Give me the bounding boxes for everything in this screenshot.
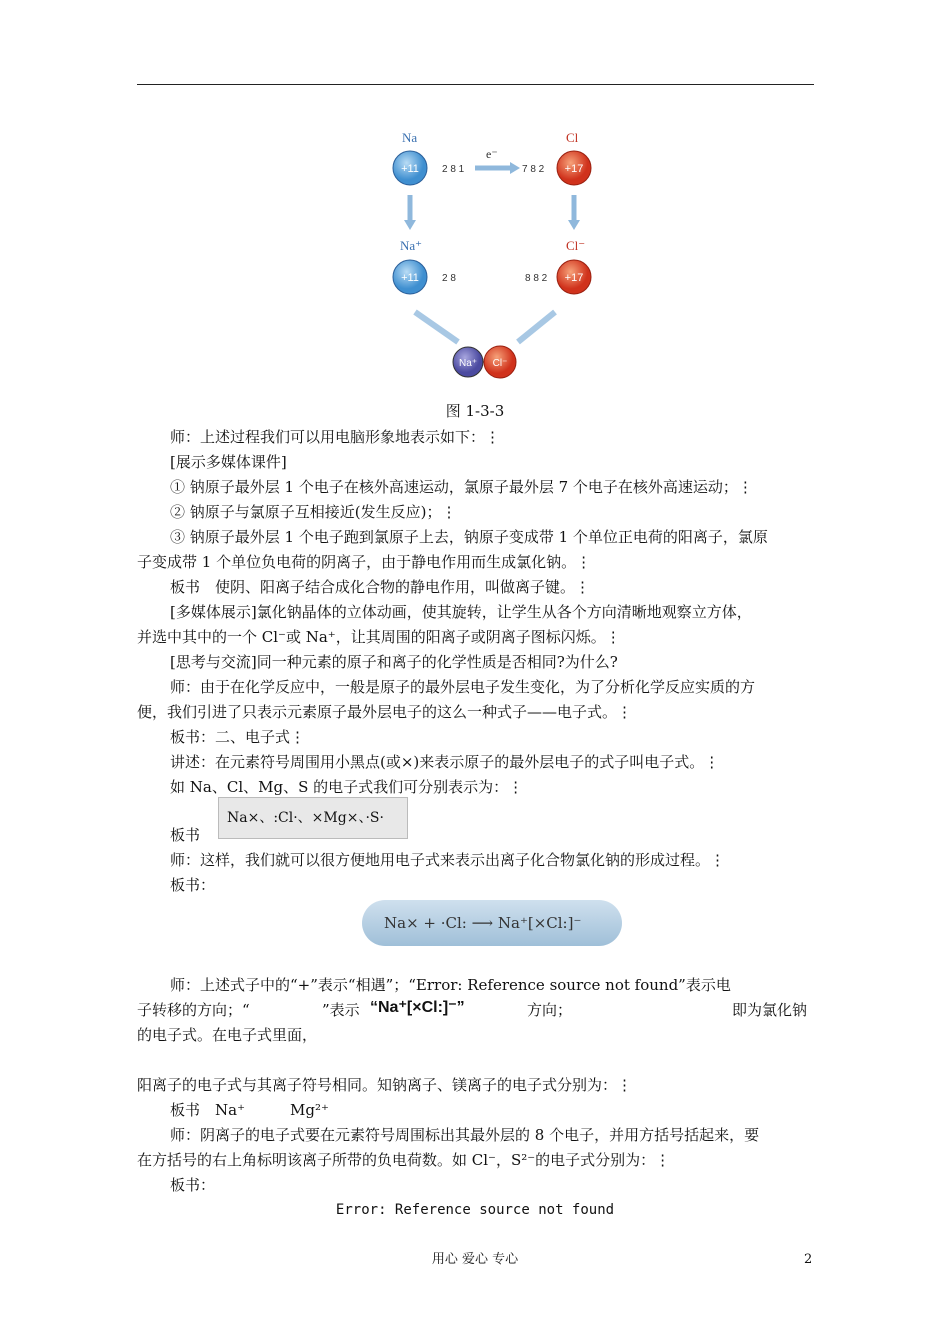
na-atom-label: Na (402, 130, 418, 145)
nacl-formation-image (362, 900, 622, 946)
header-rule (137, 84, 814, 85)
paragraph-line: 讲述：在元素符号周围用小黑点(或×)来表示原子的最外层电子的式子叫电子式。⋮ (170, 753, 720, 771)
paragraph-line: [多媒体展示]氯化钠晶体的立体动画，使其旋转，让学生从各个方向清晰地观察立方体， (170, 603, 752, 621)
paragraph-line: ③ 钠原子最外层 1 个电子跑到氯原子上去，钠原子变成带 1 个单位正电荷的阳离子，氯原 (170, 528, 768, 546)
svg-text:+11: +11 (401, 272, 419, 284)
paragraph-line: ”表示 (322, 1001, 360, 1019)
svg-text:Na⁺: Na⁺ (458, 358, 478, 369)
svg-text:2 8: 2 8 (442, 273, 456, 284)
na-ion-label: Na⁺ (400, 238, 423, 253)
paragraph-line: 板书 Na⁺ Mg²⁺ (170, 1101, 329, 1119)
paragraph-line: 便，我们引进了只表示元素原子最外层电子的这么一种式子——电子式。⋮ (137, 703, 633, 721)
paragraph-line: 在方括号的右上角标明该离子所带的负电荷数。如 Cl⁻，S²⁻的电子式分别为：⋮ (137, 1151, 671, 1169)
paragraph-line: [思考与交流]同一种元素的原子和离子的化学性质是否相同?为什么? (170, 653, 618, 671)
dot-formulas: Na×、:Cl·、×Mg×、·S· (227, 810, 384, 826)
paragraph-line: 师：上述式子中的“+”表示“相遇”；“Error: Reference source not found”表示电 (170, 976, 731, 994)
cl-atom-label: Cl (566, 130, 579, 145)
inline-nacl-formula: “Na⁺[×Cl:]⁻” (370, 999, 465, 1016)
paragraph-line: 师：由于在化学反应中，一般是原子的最外层电子发生变化，为了分析化学反应实质的方 (170, 678, 756, 696)
svg-text:2 8 1: 2 8 1 (442, 164, 465, 175)
dot-formula-image (218, 797, 408, 839)
paragraph-line: ① 钠原子最外层 1 个电子在核外高速运动，氯原子最外层 7 个电子在核外高速运动；⋮ (170, 478, 753, 496)
paragraph-line: 板书： (170, 1176, 216, 1194)
paragraph-line: 板书： (170, 876, 216, 894)
paragraph-line: 阳离子的电子式与其离子符号相同。知钠离子、镁离子的电子式分别为：⋮ (137, 1076, 633, 1094)
cl-ion-label: Cl⁻ (566, 238, 586, 253)
paragraph-line: 板书 使阴、阳离子结合成化合物的静电作用，叫做离子键。⋮ (170, 578, 591, 596)
paragraph-line: 子转移的方向；“ (137, 1001, 250, 1019)
error-text: Error: Reference source not found (335, 1202, 615, 1218)
svg-text:+11: +11 (401, 163, 419, 175)
figure-caption: 图 1-3-3 (445, 402, 505, 420)
paragraph-line: 的电子式。在电子式里面， (137, 1026, 318, 1044)
paragraph-line: 师：这样，我们就可以很方便地用电子式来表示出离子化合物氯化钠的形成过程。⋮ (170, 851, 726, 869)
paragraph-line: 即为氯化钠 (732, 1001, 808, 1019)
svg-text:+17: +17 (564, 163, 584, 175)
footer-motto: 用心 爱心 专心 (431, 1252, 519, 1267)
paragraph-line: 并选中其中的一个 Cl⁻或 Na⁺，让其周围的阳离子或阴离子图标闪烁。⋮ (137, 628, 621, 646)
paragraph-line: ② 钠原子与氯原子互相接近(发生反应)；⋮ (170, 503, 457, 521)
svg-text:8 8 2: 8 8 2 (525, 273, 548, 284)
paragraph-line: 子变成带 1 个单位负电荷的阴离子，由于静电作用而生成氯化钠。⋮ (137, 553, 592, 571)
paragraph-line: [展示多媒体课件] (170, 453, 287, 471)
paragraph-line: 方向； (527, 1001, 573, 1019)
svg-text:Cl⁻: Cl⁻ (492, 358, 508, 369)
ion-formation-figure (380, 120, 600, 390)
paragraph-line: 师：阴离子的电子式要在元素符号周围标出其最外层的 8 个电子，并用方括号括起来，要 (170, 1126, 760, 1144)
paragraph-line: 如 Na、Cl、Mg、S 的电子式我们可分别表示为：⋮ (170, 778, 524, 796)
electron-label: e⁻ (486, 147, 498, 161)
page-number: 2 (804, 1252, 813, 1267)
paragraph-line: 板书 (170, 826, 201, 844)
paragraph-line: 师：上述过程我们可以用电脑形象地表示如下：⋮ (170, 428, 501, 446)
paragraph-line: 板书：二、电子式⋮ (170, 728, 306, 746)
nacl-formation: Na× + ·Cl: ⟶ Na⁺[×Cl:]⁻ (384, 914, 582, 932)
svg-text:+17: +17 (564, 272, 584, 284)
svg-text:7 8 2: 7 8 2 (522, 164, 545, 175)
